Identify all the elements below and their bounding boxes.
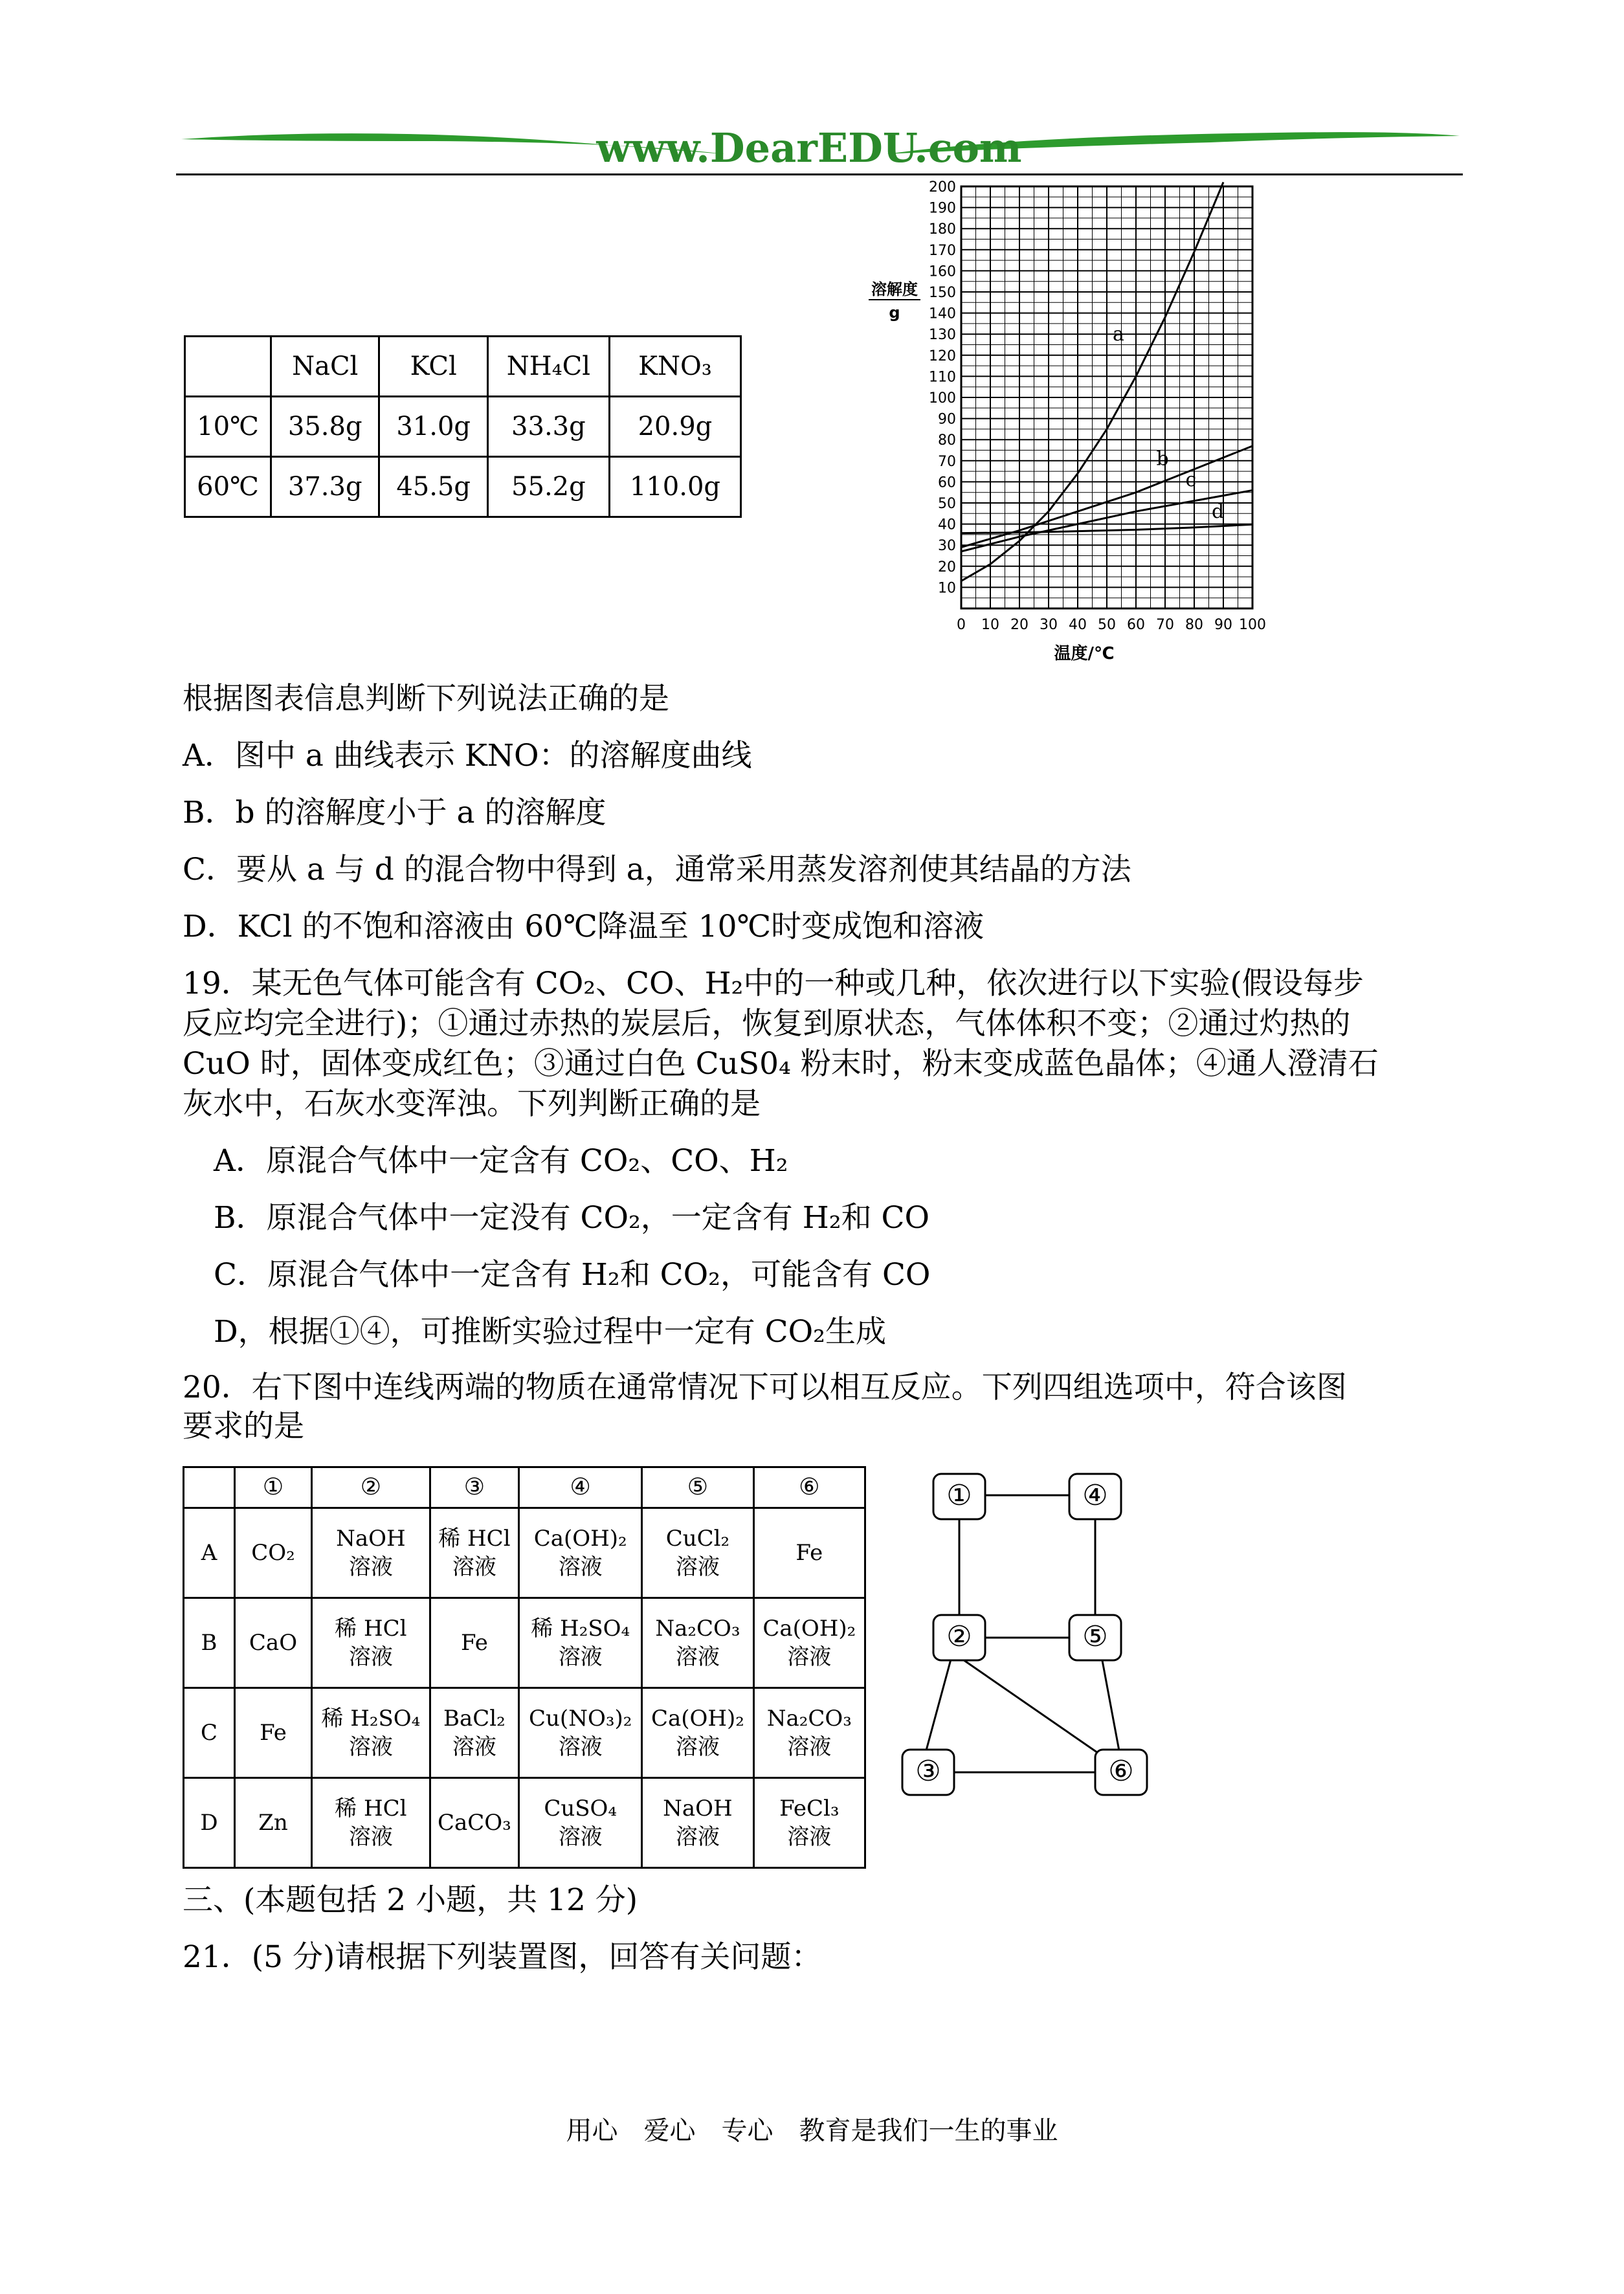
table-cell: Fe (430, 1598, 518, 1688)
node-label: ⑤ (1082, 1620, 1108, 1653)
y-tick-label: 180 (929, 221, 956, 238)
q19-stem-line: CuO 时，固体变成红色；③通过白色 CuS0₄ 粉末时，粉末变成蓝色晶体；④通人澄清石 (183, 1046, 1379, 1082)
node-label: ④ (1082, 1479, 1108, 1512)
x-axis-label: 温度/℃ (1054, 644, 1115, 663)
y-tick-label: 30 (938, 538, 956, 555)
table-cell: 20.9g (609, 397, 740, 457)
page-footer: 用心 爱心 专心 教育是我们一生的事业 (566, 2116, 1058, 2146)
series-label-b: b (1156, 447, 1169, 471)
node-5 (1069, 1615, 1121, 1660)
table-cell: 110.0g (609, 457, 740, 517)
table-cell: CuCl₂ 溶液 (642, 1508, 753, 1598)
q19-stem-line: 反应均完全进行)；①通过赤热的炭层后，恢复到原状态，气体体积不变；②通过灼热的 (183, 1006, 1351, 1041)
table-cell: 37.3g (271, 457, 379, 517)
table-row (185, 397, 741, 457)
table-cell: ① (235, 1467, 312, 1508)
table-cell: Na₂CO₃ 溶液 (642, 1598, 753, 1688)
table-cell: BaCl₂ 溶液 (430, 1688, 518, 1778)
table-cell: Ca(OH)₂ 溶液 (642, 1688, 753, 1778)
q19-stem-line: 灰水中，石灰水变浑浊。下列判断正确的是 (183, 1086, 761, 1122)
node-2 (933, 1615, 985, 1660)
table-cell: NH₄Cl (487, 337, 609, 397)
q19-option-b: B．原混合气体中一定没有 CO₂，一定含有 H₂和 CO (214, 1200, 930, 1236)
table-cell: NaOH 溶液 (642, 1778, 753, 1868)
q20-stem-line: 要求的是 (183, 1409, 304, 1444)
table-cell: D (184, 1778, 235, 1868)
table-header-row (184, 1467, 865, 1508)
y-tick-label: 70 (938, 453, 956, 470)
q19-option-d: D，根据①④，可推断实验过程中一定有 CO₂生成 (214, 1314, 886, 1350)
node-label: ⑥ (1108, 1755, 1134, 1788)
series-label-c: c (1185, 468, 1197, 491)
x-tick-label: 70 (1156, 617, 1174, 633)
q19-option-c: C．原混合气体中一定含有 H₂和 CO₂，可能含有 CO (214, 1257, 931, 1293)
table-cell: 稀 H₂SO₄ 溶液 (519, 1598, 642, 1688)
x-tick-label: 0 (957, 617, 966, 633)
y-axis-label: 溶解度 (871, 280, 918, 298)
table-cell: 10℃ (185, 397, 271, 457)
table-cell: C (184, 1688, 235, 1778)
table-cell: ④ (519, 1467, 642, 1508)
site-logo: www.DearEDU.com (596, 124, 1022, 172)
table-cell: 稀 HCl 溶液 (430, 1508, 518, 1598)
y-tick-label: 100 (929, 390, 956, 406)
solubility-chart (854, 175, 1282, 667)
table-cell (185, 337, 271, 397)
x-tick-label: 60 (1127, 617, 1145, 633)
series-label-a: a (1113, 322, 1124, 346)
table-cell: Cu(NO₃)₂ 溶液 (519, 1688, 642, 1778)
table-cell: ⑤ (642, 1467, 753, 1508)
table-cell: Ca(OH)₂ 溶液 (753, 1598, 865, 1688)
node-label: ① (946, 1479, 972, 1512)
table-row (184, 1778, 865, 1868)
y-tick-label: 80 (938, 432, 956, 449)
y-tick-label: 200 (929, 179, 956, 195)
y-axis-unit: g (889, 304, 900, 322)
table-cell: NaOH 溶液 (312, 1508, 430, 1598)
y-tick-label: 170 (929, 242, 956, 259)
y-tick-label: 90 (938, 411, 956, 428)
x-tick-label: 10 (981, 617, 999, 633)
q18-option-d: D．KCl 的不饱和溶液由 60℃降温至 10℃时变成饱和溶液 (183, 909, 984, 944)
y-tick-label: 160 (929, 263, 956, 280)
table-cell: ⑥ (753, 1467, 865, 1508)
x-tick-label: 30 (1040, 617, 1058, 633)
node-6 (1095, 1750, 1147, 1795)
table-cell (184, 1467, 235, 1508)
table-cell: 60℃ (185, 457, 271, 517)
table-cell: 稀 HCl 溶液 (312, 1598, 430, 1688)
q18-option-b: B．b 的溶解度小于 a 的溶解度 (183, 795, 606, 830)
table-cell: KCl (379, 337, 487, 397)
table-row (184, 1598, 865, 1688)
table-cell: 33.3g (487, 397, 609, 457)
node-3 (902, 1750, 954, 1795)
x-tick-label: 80 (1185, 617, 1203, 633)
table-cell: 55.2g (487, 457, 609, 517)
table-row (184, 1688, 865, 1778)
table-cell: Na₂CO₃ 溶液 (753, 1688, 865, 1778)
table-row (185, 457, 741, 517)
y-tick-label: 40 (938, 517, 956, 533)
y-tick-label: 130 (929, 327, 956, 344)
y-tick-label: 50 (938, 496, 956, 512)
y-tick-label: 120 (929, 348, 956, 364)
table-cell: KNO₃ (609, 337, 740, 397)
solubility-table (184, 335, 742, 518)
table-cell: Zn (235, 1778, 312, 1868)
q19-option-a: A．原混合气体中一定含有 CO₂、CO、H₂ (214, 1143, 788, 1179)
x-tick-label: 100 (1239, 617, 1266, 633)
x-tick-label: 90 (1214, 617, 1232, 633)
y-tick-label: 20 (938, 559, 956, 575)
q18-option-a: A．图中 a 曲线表示 KNO：的溶解度曲线 (183, 738, 752, 774)
table-cell: CaCO₃ (430, 1778, 518, 1868)
q19-stem-line: 19．某无色气体可能含有 CO₂、CO、H₂中的一种或几种，依次进行以下实验(假设每步 (183, 966, 1364, 1001)
x-tick-label: 50 (1098, 617, 1116, 633)
y-tick-label: 10 (938, 580, 956, 597)
y-tick-label: 190 (929, 200, 956, 217)
table-cell: 35.8g (271, 397, 379, 457)
y-tick-label: 60 (938, 474, 956, 491)
y-tick-label: 110 (929, 369, 956, 386)
table-cell: B (184, 1598, 235, 1688)
table-cell: CO₂ (235, 1508, 312, 1598)
node-1 (933, 1474, 985, 1519)
series-label-d: d (1212, 500, 1225, 523)
section-3-title: 三、(本题包括 2 小题，共 12 分) (183, 1882, 638, 1918)
y-tick-label: 150 (929, 285, 956, 301)
q21-stem: 21．(5 分)请根据下列装置图，回答有关问题： (183, 1939, 822, 1975)
table-cell: FeCl₃ 溶液 (753, 1778, 865, 1868)
table-cell: 45.5g (379, 457, 487, 517)
table-cell: NaCl (271, 337, 379, 397)
table-cell: A (184, 1508, 235, 1598)
table-cell: CuSO₄ 溶液 (519, 1778, 642, 1868)
table-cell: CaO (235, 1598, 312, 1688)
table-row (184, 1508, 865, 1598)
x-tick-label: 40 (1069, 617, 1087, 633)
table-cell: 稀 H₂SO₄ 溶液 (312, 1688, 430, 1778)
q20-stem-line: 20．右下图中连线两端的物质在通常情况下可以相互反应。下列四组选项中，符合该图 (183, 1370, 1347, 1405)
table-header-row (185, 337, 741, 397)
table-cell: ③ (430, 1467, 518, 1508)
node-label: ③ (915, 1755, 941, 1788)
q18-stem: 根据图表信息判断下列说法正确的是 (183, 681, 669, 717)
node-label: ② (946, 1620, 972, 1653)
node-4 (1069, 1474, 1121, 1519)
table-cell: Ca(OH)₂ 溶液 (519, 1508, 642, 1598)
x-tick-label: 20 (1010, 617, 1029, 633)
table-cell: Fe (753, 1508, 865, 1598)
q20-options-table (183, 1466, 866, 1869)
q18-option-c: C．要从 a 与 d 的混合物中得到 a，通常采用蒸发溶剂使其结晶的方法 (183, 852, 1131, 887)
table-cell: 稀 HCl 溶液 (312, 1778, 430, 1868)
table-cell: 31.0g (379, 397, 487, 457)
table-cell: ② (312, 1467, 430, 1508)
reaction-network-diagram (900, 1460, 1172, 1822)
y-tick-label: 140 (929, 306, 956, 322)
table-cell: Fe (235, 1688, 312, 1778)
